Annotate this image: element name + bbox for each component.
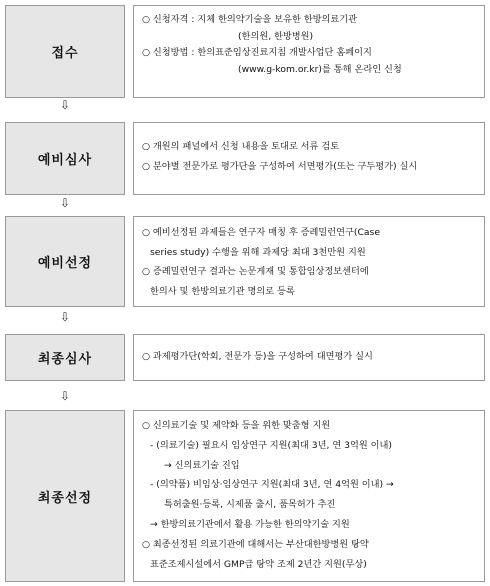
desc-line: 특허출원·등록, 시제품 출시, 품목허가 추진 [164, 499, 336, 511]
down-arrow-icon: ⇩ [59, 196, 71, 210]
desc-line: (한의원, 한방병원) [238, 30, 314, 42]
stage-desc-reception [133, 5, 485, 98]
desc-line: 표준조제시설에서 GMP급 탕약 조제 2년간 지원(무상) [150, 558, 367, 570]
stage-box-final-selection [5, 410, 125, 582]
desc-line: ○ 과제평가단(학회, 전문가 등)을 구성하여 대면평가 실시 [142, 351, 373, 362]
stage-label: 예비심사 [37, 153, 93, 168]
stage-label: 접수 [51, 46, 79, 61]
desc-line: ○ 분야별 전문가로 평가단을 구성하여 서면평가(또는 구두평가) 실시 [142, 161, 418, 172]
desc-line: (www.g-kom.or.kr)를 통해 온라인 신청 [238, 63, 402, 75]
stage-box-reception [5, 5, 125, 98]
desc-line: → 한방의료기관에서 활용 가능한 한의약기술 지원 [150, 518, 350, 530]
stage-desc-preliminary-selection [133, 216, 485, 307]
stage-box-preliminary-selection [5, 216, 125, 307]
down-arrow-icon: ⇩ [59, 98, 71, 112]
desc-line: ○ 신청방법 : 한의표준임상진료지침 개발사업단 홈페이지 [142, 47, 372, 58]
desc-line: ○ 신청자격 : 지체 한의약기술을 보유한 한방의료기관 [142, 14, 358, 25]
desc-line: ○ 신의료기술 및 제약화 등을 위한 맞춤형 지원 [142, 420, 331, 431]
stage-label: 최종심사 [37, 352, 93, 367]
desc-line: ○ 증례밀런연구 결과는 논문게재 및 통합임상정보센터에 [142, 266, 369, 277]
desc-line: 한의사 및 한방의료기관 명의로 등록 [150, 285, 295, 297]
stage-box-final-review [5, 334, 125, 381]
stage-label: 예비선정 [37, 256, 93, 271]
desc-line: - (의약품) 비임상·임상연구 지원(최대 3년, 연 4억원 이내) → [150, 479, 394, 491]
down-arrow-icon: ⇩ [59, 310, 71, 324]
stage-desc-final-selection [133, 410, 485, 582]
stage-desc-final-review [133, 334, 485, 381]
stage-desc-preliminary-review [133, 122, 485, 195]
desc-line: ○ 예비선정된 과제들은 연구자 매칭 후 증례밀런연구(Case [142, 227, 380, 238]
down-arrow-icon: ⇩ [59, 389, 71, 403]
desc-line: ○ 최종선정된 의료기관에 대해서는 부산대한방병원 탕약 [142, 538, 369, 550]
stage-box-preliminary-review [5, 122, 125, 195]
desc-line: series study) 수행을 위해 과제당 최대 3천만원 지원 [150, 246, 366, 258]
desc-line: ○ 개원의 패널에서 신청 내용을 토대로 서류 검토 [142, 141, 340, 152]
desc-line: - (의료기술) 필요시 임상연구 지원(최대 3년, 연 3억원 이내) [150, 439, 393, 451]
stage-label: 최종선정 [37, 490, 93, 506]
desc-line: → 신의료기술 진입 [164, 459, 240, 471]
